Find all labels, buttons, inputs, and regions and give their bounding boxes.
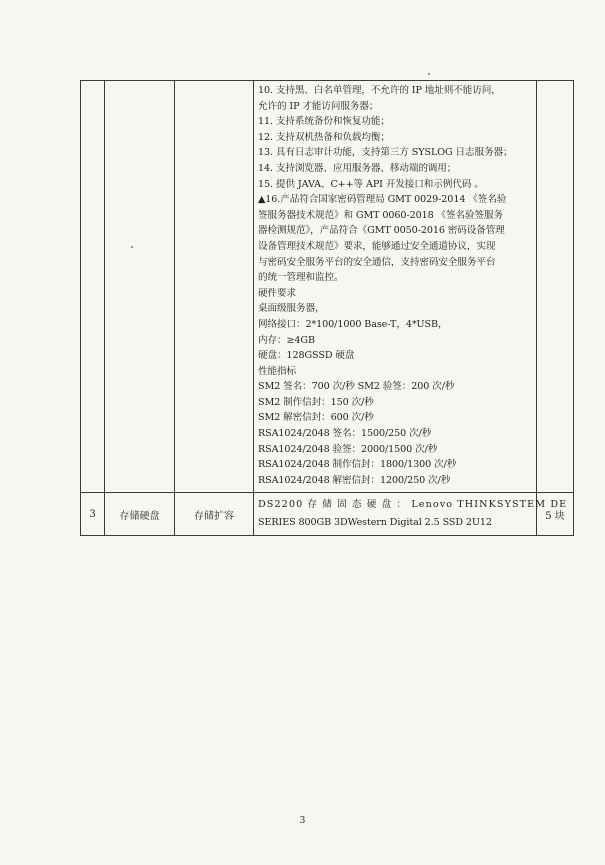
cell-quantity: 5 块	[537, 493, 574, 536]
description-line: RSA1024/2048 解密信封：1200/250 次/秒	[258, 474, 451, 486]
spec-table	[80, 80, 574, 536]
description-line: 桌面级服务器，	[258, 303, 325, 315]
description-line: 性能指标	[258, 365, 296, 377]
table-row	[81, 81, 574, 493]
cell-category: 存储扩容	[175, 493, 254, 536]
description-line: 允许的 IP 才能访问服务器；	[258, 100, 379, 112]
cell-no	[81, 81, 105, 493]
description-line: RSA1024/2048 制作信封：1800/1300 次/秒	[258, 459, 457, 471]
description-line: SM2 制作信封：150 次/秒	[258, 396, 374, 408]
cell-category	[175, 81, 254, 493]
cell-quantity	[537, 81, 574, 493]
description-line: 网络接口：2*100/1000 Base-T，4*USB，	[258, 318, 448, 330]
description-line: 内存：≥4GB	[258, 334, 315, 346]
description-line: 13. 具有日志审计功能，支持第三方 SYSLOG 日志服务器；	[258, 147, 513, 159]
description-line: SM2 解密信封：600 次/秒	[258, 412, 374, 424]
cell-no: 3	[81, 493, 105, 536]
description-text	[254, 81, 536, 492]
description-line: SM2 签名：700 次/秒 SM2 验签：200 次/秒	[258, 381, 455, 393]
description-line: RSA1024/2048 验签：2000/1500 次/秒	[258, 443, 438, 455]
description-line: 15. 提供 JAVA、C++等 API 开发接口和示例代码 。	[258, 178, 484, 190]
description-line: DS2200 存 储 固 态 硬 盘 ： Lenovo THINKSYSTEM DE	[258, 499, 568, 511]
description-line: 10. 支持黑、白名单管理，不允许的 IP 地址则不能访问，	[258, 85, 501, 96]
description-line: 与密码安全服务平台的安全通信，支持密码安全服务平台	[258, 256, 496, 268]
scan-speck	[131, 246, 133, 248]
description-line: RSA1024/2048 签名：1500/250 次/秒	[258, 428, 432, 440]
cell-description	[254, 81, 537, 493]
table-row	[81, 493, 574, 536]
description-line: 硬盘：128GSSD 硬盘	[258, 350, 355, 362]
description-line: 12. 支持双机热备和负载均衡；	[258, 131, 390, 143]
description-line: SERIES 800GB 3DWestern Digital 2.5 SSD 2U12	[258, 517, 492, 529]
scan-speck	[428, 73, 430, 75]
description-line: 签服务器技术规范》和 GMT 0060-2018 《签名验签服务	[258, 209, 504, 221]
cell-name: 存储硬盘	[105, 493, 175, 536]
description-line: 器检测规范》，产品符合《GMT 0050-2016 密码设备管理	[258, 225, 505, 237]
description-line: 设备管理技术规范》要求，能够通过安全通道协议，实现	[258, 240, 496, 252]
cell-name	[105, 81, 175, 493]
description-line: 硬件要求	[258, 287, 296, 299]
description-line: 14. 支持浏览器、应用服务器、移动端的调用；	[258, 162, 457, 174]
description-line: 11. 支持系统备份和恢复功能；	[258, 116, 390, 128]
description-line: 的统一管理和监控。	[258, 272, 344, 284]
description-line: ▲16.产品符合国家密码管理局 GMT 0029-2014 《签名验	[258, 194, 507, 206]
page-number: 3	[299, 816, 306, 826]
